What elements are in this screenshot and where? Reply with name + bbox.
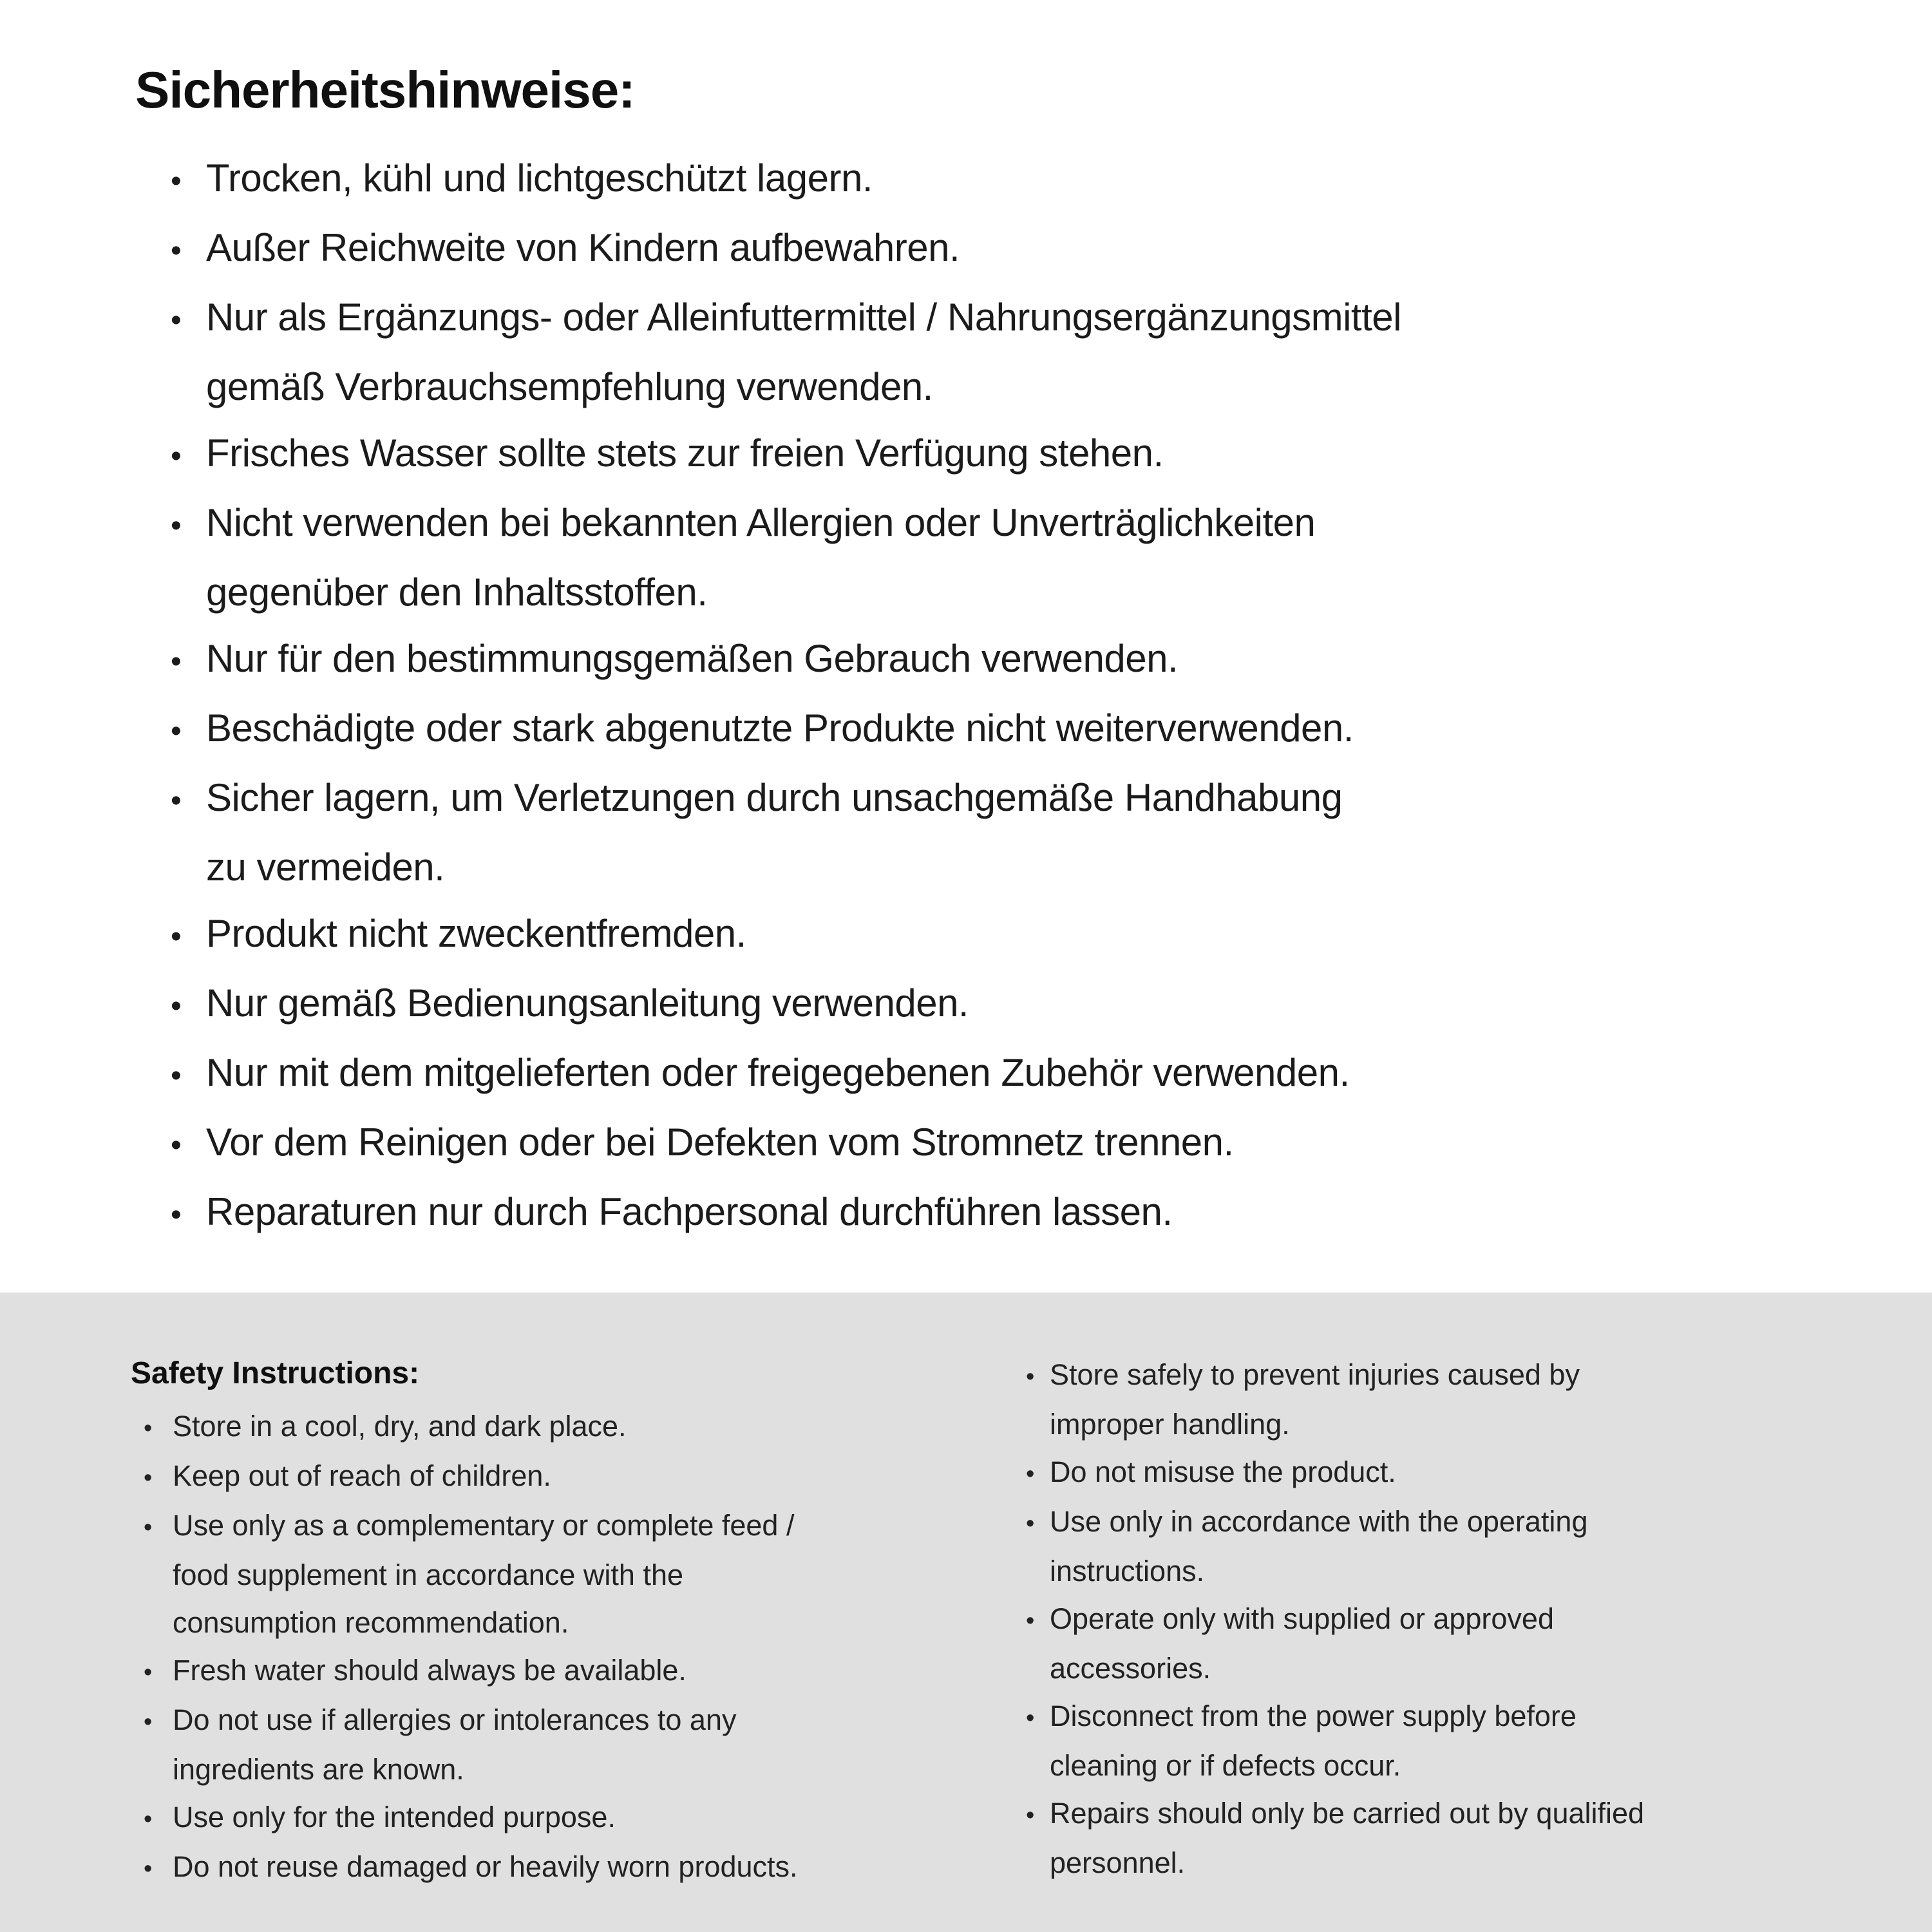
bullet-marker: • [171,303,182,337]
bullet-marker: • [144,1659,153,1686]
line-text: Beschädigte oder stark abgenutzte Produkte nicht weiterverwenden. [206,706,1354,750]
bullet-marker: • [171,989,182,1023]
bullet-line [1026,1548,1902,1595]
bullet-line [131,1794,1007,1843]
bullet-line [135,1109,1868,1179]
bullet-marker: • [1026,1510,1035,1537]
bullet-marker: • [144,1514,153,1541]
bullet-marker: • [144,1415,153,1442]
line-text: food supplement in accordance with the [173,1558,683,1591]
bullet-marker: • [171,234,182,268]
bullet-marker: • [171,1059,182,1093]
bullet-line [135,559,1868,625]
bullet-marker: • [144,1806,153,1833]
line-text: Außer Reichweite von Kindern aufbewahren. [206,226,960,269]
line-text: Nur für den bestimmungsgemäßen Gebrauch verwenden. [206,637,1179,680]
bullet-marker: • [144,1709,153,1736]
line-text: cleaning or if defects occur. [1050,1749,1401,1782]
bullet-line [131,1551,1007,1599]
bullet-line [131,1696,1007,1746]
english-right-bullet-list [1026,1351,1902,1887]
bullet-marker: • [144,1464,153,1492]
line-text: Use only as a complementary or complete feed / [173,1509,795,1542]
german-heading: Sicherheitshinweise: [135,61,635,118]
line-text: Repairs should only be carried out by qualified [1050,1797,1645,1830]
bullet-marker: • [171,439,182,473]
line-text: Disconnect from the power supply before [1050,1700,1577,1732]
bullet-line [1026,1645,1902,1692]
german-safety-section [135,58,1868,1248]
line-text: Vor dem Reinigen oder bei Defekten vom Stromnetz trennen. [206,1121,1234,1164]
bullet-marker: • [171,164,182,198]
line-text: Produkt nicht zweckentfremden. [206,912,746,955]
bullet-line [135,145,1868,214]
line-text: Nur mit dem mitgelieferten oder freigegebenen Zubehör verwenden. [206,1051,1350,1094]
bullet-marker: • [171,509,182,543]
english-safety-panel [0,1293,1932,1932]
line-text: Reparaturen nur durch Fachpersonal durchführen lassen. [206,1190,1173,1233]
bullet-line [131,1403,1007,1452]
bullet-line [135,1179,1868,1248]
line-text: Nur gemäß Bedienungsanleitung verwenden. [206,981,969,1025]
bullet-marker: • [171,920,182,954]
line-text: Fresh water should always be available. [173,1654,687,1687]
bullet-marker: • [171,714,182,748]
bullet-line [1026,1742,1902,1790]
line-text: Do not use if allergies or intolerances to any [173,1703,737,1736]
english-left-bullet-list [131,1403,1007,1893]
bullet-line [1026,1401,1902,1448]
bullet-marker: • [1026,1607,1035,1634]
bullet-marker: • [1026,1363,1035,1390]
line-text: Store safely to prevent injuries caused by [1050,1358,1580,1391]
english-heading: Safety Instructions: [131,1356,420,1390]
bullet-line [135,695,1868,764]
bullet-marker: • [1026,1802,1035,1829]
bullet-marker: • [171,784,182,818]
bullet-marker: • [1026,1461,1035,1488]
bullet-line [135,764,1868,834]
line-text: instructions. [1050,1555,1205,1587]
bullet-line [131,1599,1007,1647]
bullet-line [135,834,1868,900]
line-text: Store in a cool, dry, and dark place. [173,1410,627,1443]
bullet-line [1026,1498,1902,1548]
bullet-line [135,900,1868,970]
line-text: gegenüber den Inhaltsstoffen. [206,571,708,614]
line-text: Frisches Wasser sollte stets zur freien Verfügung stehen. [206,431,1164,475]
line-text: Trocken, kühl und lichtgeschützt lagern. [206,156,873,200]
german-bullet-list [135,145,1868,1248]
bullet-line [1026,1692,1902,1742]
bullet-line [1026,1839,1902,1887]
bullet-line [131,1746,1007,1794]
english-right-column [1026,1351,1902,1887]
bullet-marker: • [171,1128,182,1162]
line-text: Do not misuse the product. [1050,1455,1396,1488]
bullet-marker: • [144,1855,153,1882]
bullet-line [135,284,1868,354]
bullet-line [1026,1351,1902,1401]
line-text: ingredients are known. [173,1753,464,1786]
bullet-line [135,625,1868,695]
bullet-marker: • [171,645,182,679]
bullet-marker: • [171,1198,182,1232]
bullet-line [1026,1448,1902,1498]
bullet-marker: • [1026,1705,1035,1732]
bullet-line [131,1843,1007,1893]
bullet-line [135,489,1868,559]
bullet-line [131,1452,1007,1502]
bullet-line [1026,1595,1902,1645]
line-text: personnel. [1050,1846,1186,1879]
bullet-line [131,1647,1007,1696]
line-text: Nicht verwenden bei bekannten Allergien oder Unverträglichkeiten [206,501,1316,544]
bullet-line [1026,1790,1902,1839]
line-text: accessories. [1050,1652,1211,1685]
line-text: consumption recommendation. [173,1606,569,1639]
line-text: zu vermeiden. [206,846,445,889]
bullet-line [135,970,1868,1039]
line-text: Keep out of reach of children. [173,1459,551,1492]
line-text: Use only in accordance with the operating [1050,1505,1588,1538]
bullet-line [135,420,1868,489]
line-text: Operate only with supplied or approved [1050,1602,1554,1635]
bullet-line [135,1039,1868,1109]
bullet-line [135,214,1868,284]
bullet-line [135,354,1868,420]
line-text: gemäß Verbrauchsempfehlung verwenden. [206,365,933,408]
line-text: Do not reuse damaged or heavily worn products. [173,1850,798,1883]
line-text: Sicher lagern, um Verletzungen durch unsachgemäße Handhabung [206,776,1343,819]
line-text: Use only for the intended purpose. [173,1801,616,1833]
line-text: Nur als Ergänzungs- oder Alleinfuttermittel / Nahrungsergänzungsmittel [206,296,1401,339]
english-left-column [131,1355,1007,1893]
line-text: improper handling. [1050,1408,1290,1441]
bullet-line [131,1502,1007,1551]
